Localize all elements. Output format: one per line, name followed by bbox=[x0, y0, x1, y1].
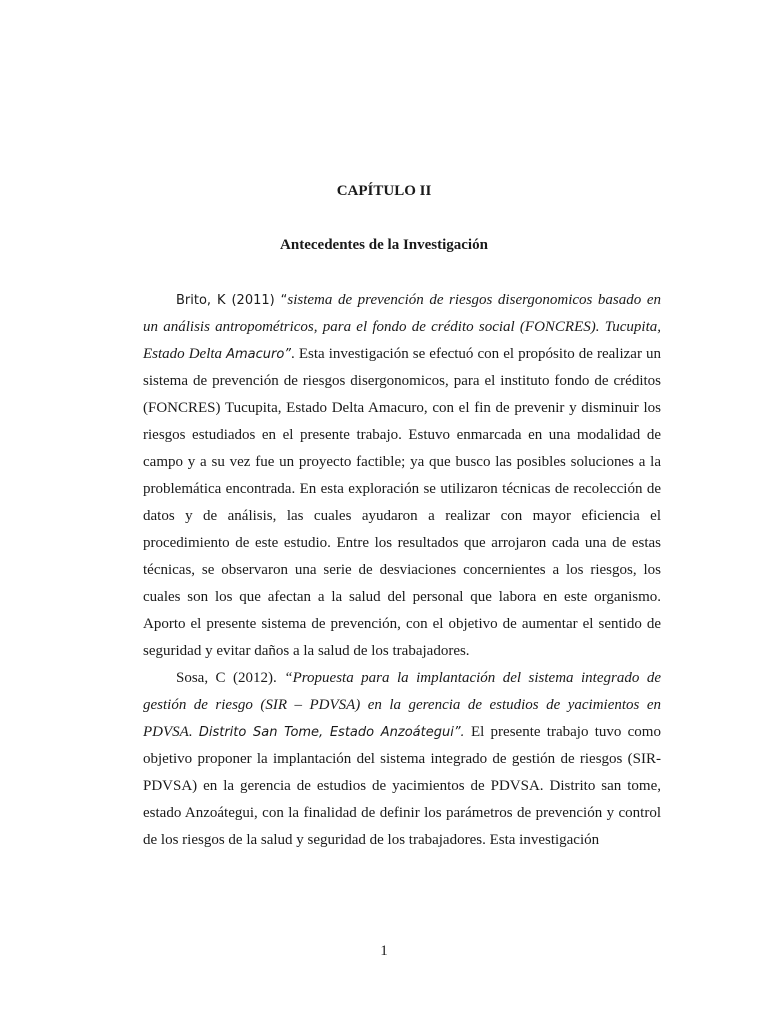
citation-title: sistema de prevención de riesgos disergonomicos basado en un análisis antropométricos, para el fondo de crédito social (FONCRES). Tucupita, Estado Delta bbox=[143, 292, 661, 362]
chapter-title: CAPÍTULO II bbox=[336, 183, 432, 199]
citation-author: Brito, K (2011) “ bbox=[176, 293, 288, 308]
body-text bbox=[143, 287, 661, 854]
paragraph-body: . Esta investigación se efectuó con el propósito de realizar un sistema de prevención de riesgos disergonomicos, para el instituto fondo de créditos (FONCRES) Tucupita, Estado Delta Amacuro, con el fin de prevenir y disminuir los riesgos estudiados en el presente trabajo. Estuvo enmarcada en una modalidad de campo y a su vez fue un proyecto factible; ya que busco las posibles soluciones a la problemática encontrada. En esta exploración se utilizaron técnicas de recolección de datos y de análisis, las cuales ayudaron a realizar con mayor eficiencia el procedimiento de este estudio. Entre los resultados que arrojaron cada una de estas técnicas, se observaron una serie de desviaciones concernientes a los riesgos, los cuales son los que afectan a la salud del personal que labora en este organismo. Aporto el presente sistema de prevención, con el objetivo de aumentar el sentido de seguridad y evitar daños a la salud de los trabajadores. bbox=[143, 346, 661, 659]
page-number: 1 bbox=[380, 943, 388, 959]
paragraph-sosa bbox=[143, 665, 661, 854]
citation-author: Sosa, C (2012). bbox=[176, 670, 285, 686]
paragraph-brito bbox=[143, 287, 661, 665]
citation-location: Amacuro” bbox=[226, 347, 292, 362]
citation-title: “Propuesta para la implantación del sistema integrado de gestión de riesgo (SIR – PDVSA) en la gerencia de estudios de yacimientos en PDVSA. bbox=[143, 670, 661, 740]
section-title: Antecedentes de la Investigación bbox=[280, 237, 488, 253]
citation-location: Distrito San Tome, Estado Anzoátegui”. bbox=[198, 725, 465, 740]
paragraph-body: El presente trabajo tuvo como objetivo proponer la implantación del sistema integrado de gestión de riesgos (SIR-PDVSA) en la gerencia de estudios de yacimientos de PDVSA. Distrito san tome, estado Anzoátegui, con la finalidad de definir los parámetros de prevención y control de los riesgos de la salud y seguridad de los trabajadores. Esta investigación bbox=[143, 724, 661, 848]
